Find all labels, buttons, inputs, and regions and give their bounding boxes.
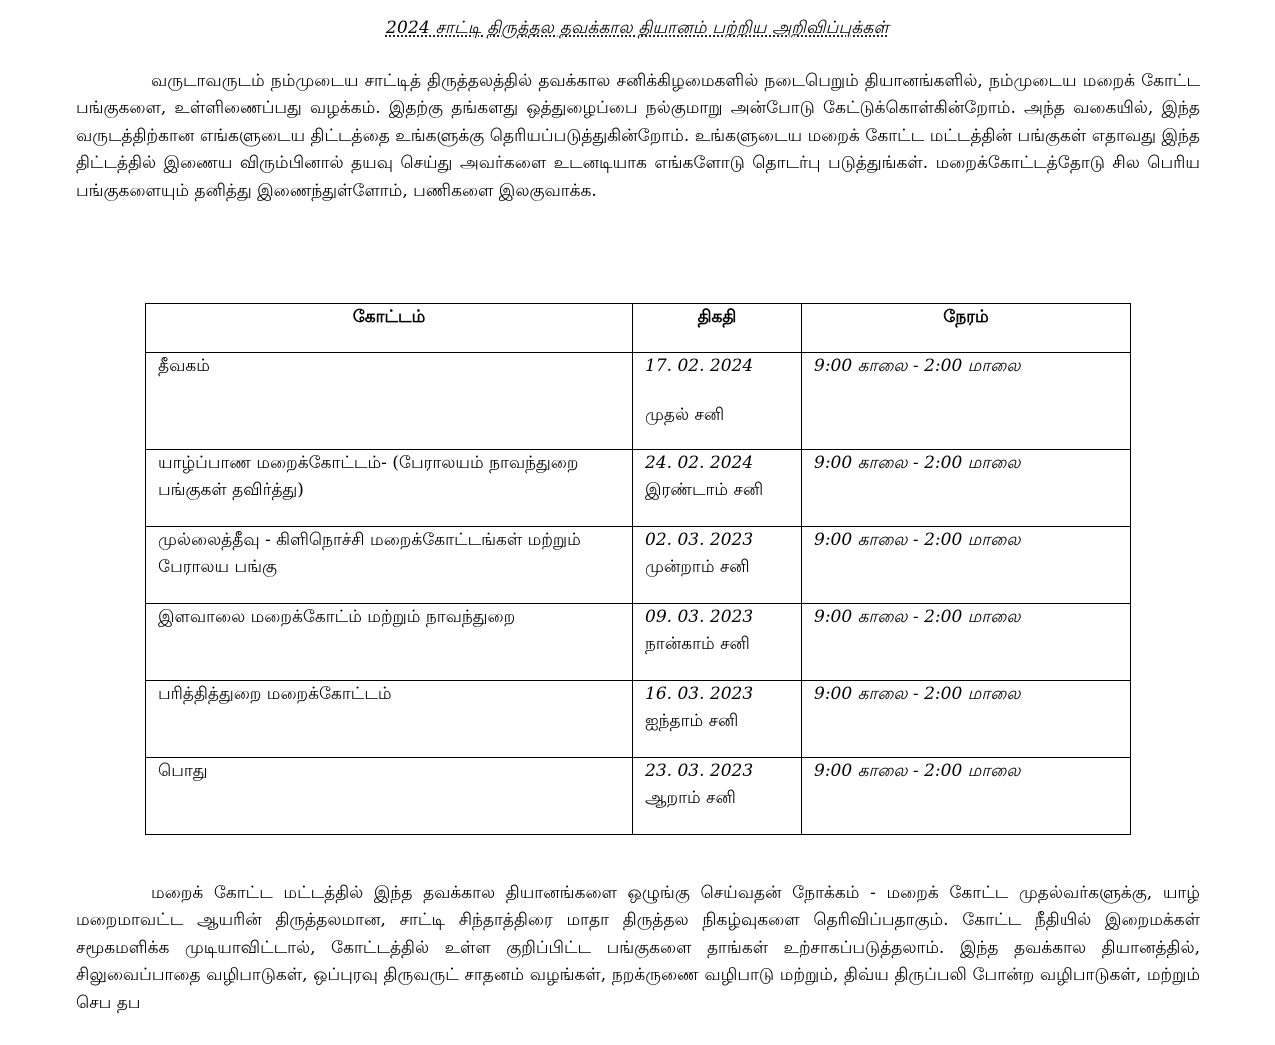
saturday-label: இரண்டாம் சனி — [645, 480, 764, 500]
table-row — [146, 450, 1131, 527]
zone-cell: பரித்தித்துறை மறைக்கோட்டம் — [146, 681, 633, 758]
date-value: 17. 02. 2024 — [645, 356, 754, 376]
zone-cell: தீவகம் — [146, 353, 633, 450]
header-date: திகதி — [633, 304, 802, 353]
time-cell: 9:00 காலை - 2:00 மாலை — [802, 450, 1131, 527]
saturday-label: நான்காம் சனி — [645, 634, 750, 654]
table-row — [146, 758, 1131, 835]
date-cell — [633, 681, 802, 758]
intro-paragraph: வருடாவருடம் நம்முடைய சாட்டித் திருத்தலத்தில் தவக்கால சனிக்கிழமைகளில் நடைபெறும் தியானங்களில், நம்முடைய மறைக் கோட்ட பங்குகளை, உள்ளிணைப்பது வழக்கம். இதற்கு தங்களது ஒத்துழைப்பை நல்குமாறு அன்போடு கேட்டுக்கொள்கின்றோம். அந்த வகையில், இந்த வருடத்திற்கான எங்களுடைய திட்டத்தை உங்களுக்கு தெரியப்படுத்துகின்றோம். உங்களுடைய மறைக் கோட்ட மட்டத்தின் பங்குகள் எதாவது இந்த திட்டத்தில் இணைய விரும்பினால் தயவு செய்து அவர்களை உடனடியாக எங்களோடு தொடர்பு படுத்துங்கள். மறைக்கோட்டத்தோடு சில பெரிய பங்குகளையும் தனித்து இணைந்துள்ளோம், பணிகளை இலகுவாக்க. — [76, 71, 1200, 201]
zone-cell: இளவாலை மறைக்கோட்ம் மற்றும் நாவந்துறை — [146, 604, 633, 681]
table-row — [146, 527, 1131, 604]
header-zone: கோட்டம் — [146, 304, 633, 353]
closing-paragraph: மறைக் கோட்ட மட்டத்தில் இந்த தவக்கால தியானங்களை ஒழுங்கு செய்வதன் நோக்கம் - மறைக் கோட்ட முதல்வர்களுக்கு, யாழ் மறைமாவட்ட ஆயரின் திருத்தலமான, சாட்டி சிந்தாத்திரை மாதா திருத்தல நிகழ்வுகளை தெரிவிப்பதாகும். கோட்ட நீதியில் இறைமக்கள் சமூகமளிக்க முடியாவிட்டால், கோட்டத்தில் உள்ள குறிப்பிட்ட பங்குகளை தாங்கள் உற்சாகப்படுத்தலாம். இந்த தவக்கால தியானத்தில், சிலுவைப்பாதை வழிபாடுகள், ஒப்புரவு திருவருட் சாதனம் வழங்கள், நறக்ருணை வழிபாடு மற்றும், திவ்ய திருப்பலி போன்ற வழிபாடுகள், மற்றும் செப தப — [76, 883, 1200, 1013]
zone-cell: பொது — [146, 758, 633, 835]
time-cell: 9:00 காலை - 2:00 மாலை — [802, 527, 1131, 604]
table-header-row — [146, 304, 1131, 353]
date-value: 23. 03. 2023 — [645, 761, 754, 781]
date-cell — [633, 604, 802, 681]
date-value: 02. 03. 2023 — [645, 530, 754, 550]
table-row — [146, 604, 1131, 681]
zone-cell: முல்லைத்தீவு - கிளிநொச்சி மறைக்கோட்டங்கள் மற்றும் பேராலய பங்கு — [146, 527, 633, 604]
saturday-label: முதல் சனி — [645, 405, 725, 425]
header-time: நேரம் — [802, 304, 1131, 353]
date-value: 09. 03. 2023 — [645, 607, 754, 627]
date-value: 24. 02. 2024 — [645, 453, 754, 473]
page-title: 2024 சாட்டி திருத்தல தவக்கால தியானம் பற்றிய அறிவிப்புக்கள் — [385, 18, 890, 38]
date-cell — [633, 450, 802, 527]
schedule-table — [145, 303, 1131, 835]
date-cell — [633, 758, 802, 835]
date-cell — [633, 353, 802, 450]
date-value: 16. 03. 2023 — [645, 684, 754, 704]
date-cell — [633, 527, 802, 604]
time-cell: 9:00 காலை - 2:00 மாலை — [802, 353, 1131, 450]
saturday-label: ஆறாம் சனி — [645, 788, 736, 808]
zone-cell: யாழ்ப்பாண மறைக்கோட்டம்- (பேராலயம் நாவந்துறை பங்குகள் தவிர்த்து) — [146, 450, 633, 527]
time-cell: 9:00 காலை - 2:00 மாலை — [802, 758, 1131, 835]
saturday-label: முன்றாம் சனி — [645, 557, 750, 577]
table-row — [146, 353, 1131, 450]
saturday-label: ஐந்தாம் சனி — [645, 711, 739, 731]
time-cell: 9:00 காலை - 2:00 மாலை — [802, 681, 1131, 758]
time-cell: 9:00 காலை - 2:00 மாலை — [802, 604, 1131, 681]
table-row — [146, 681, 1131, 758]
